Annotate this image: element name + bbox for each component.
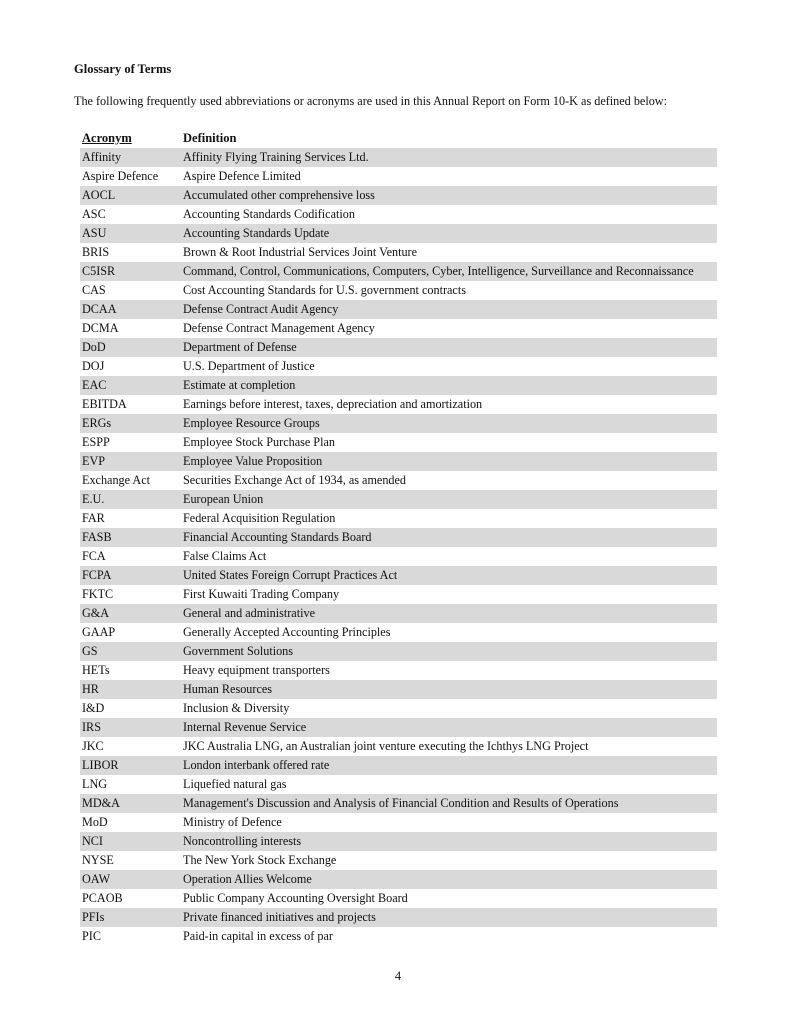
definition-cell: Paid-in capital in excess of par xyxy=(183,929,333,943)
definition-cell: General and administrative xyxy=(183,606,315,620)
definition-cell: Public Company Accounting Oversight Board xyxy=(183,891,408,905)
definition-cell: Affinity Flying Training Services Ltd. xyxy=(183,150,369,164)
acronym-cell: PFIs xyxy=(82,910,105,924)
definition-cell: Internal Revenue Service xyxy=(183,720,307,734)
acronym-cell: DCMA xyxy=(82,321,119,335)
definition-cell: Earnings before interest, taxes, depreciation and amortization xyxy=(183,397,483,411)
acronym-cell: C5ISR xyxy=(82,264,116,278)
definition-cell: Management's Discussion and Analysis of Financial Condition and Results of Operations xyxy=(183,796,619,810)
definition-cell: Accounting Standards Codification xyxy=(183,207,355,221)
acronym-cell: MoD xyxy=(82,815,108,829)
definition-cell: Accumulated other comprehensive loss xyxy=(183,188,375,202)
table-row xyxy=(80,794,717,813)
acronym-cell: FAR xyxy=(82,511,105,525)
table-row xyxy=(80,186,717,205)
table-row xyxy=(80,908,717,927)
definition-cell: Estimate at completion xyxy=(183,378,296,392)
acronym-cell: FKTC xyxy=(82,587,114,601)
glossary-table-header xyxy=(80,130,717,147)
acronym-cell: G&A xyxy=(82,606,110,620)
page-number: 4 xyxy=(394,969,402,983)
acronym-cell: IRS xyxy=(82,720,101,734)
acronym-cell: PCAOB xyxy=(82,891,123,905)
acronym-cell: PIC xyxy=(82,929,101,943)
definition-cell: Inclusion & Diversity xyxy=(183,701,290,715)
glossary-table-body xyxy=(80,148,717,946)
definition-cell: Noncontrolling interests xyxy=(183,834,302,848)
definition-cell: Human Resources xyxy=(183,682,273,696)
page-title: Glossary of Terms xyxy=(74,62,172,76)
table-row xyxy=(80,471,717,490)
acronym-cell: HR xyxy=(82,682,99,696)
acronym-cell: I&D xyxy=(82,701,105,715)
acronym-cell: E.U. xyxy=(82,492,105,506)
acronym-cell: ASC xyxy=(82,207,106,221)
acronym-cell: HETs xyxy=(82,663,110,677)
acronym-cell: LIBOR xyxy=(82,758,119,772)
acronym-cell: LNG xyxy=(82,777,108,791)
table-row xyxy=(80,224,717,243)
acronym-cell: DCAA xyxy=(82,302,117,316)
acronym-cell: ESPP xyxy=(82,435,110,449)
table-row xyxy=(80,433,717,452)
acronym-cell: EBITDA xyxy=(82,397,127,411)
table-row xyxy=(80,927,717,946)
table-row xyxy=(80,585,717,604)
table-row xyxy=(80,813,717,832)
acronym-column-header: Acronym xyxy=(82,131,132,145)
acronym-cell: NCI xyxy=(82,834,103,848)
definition-cell: Private financed initiatives and projects xyxy=(183,910,376,924)
definition-cell: Brown & Root Industrial Services Joint Venture xyxy=(183,245,418,259)
definition-cell: U.S. Department of Justice xyxy=(183,359,315,373)
table-row xyxy=(80,262,717,281)
definition-cell: Employee Value Proposition xyxy=(183,454,323,468)
table-row xyxy=(80,281,717,300)
table-row xyxy=(80,547,717,566)
table-row xyxy=(80,509,717,528)
acronym-cell: Affinity xyxy=(82,150,122,164)
acronym-cell: Exchange Act xyxy=(82,473,151,487)
definition-cell: London interbank offered rate xyxy=(183,758,330,772)
acronym-cell: OAW xyxy=(82,872,111,886)
acronym-cell: MD&A xyxy=(82,796,120,810)
table-row xyxy=(80,338,717,357)
definition-cell: Command, Control, Communications, Computers, Cyber, Intelligence, Surveillance and Reconnaissance xyxy=(183,264,694,278)
table-row xyxy=(80,243,717,262)
table-row xyxy=(80,604,717,623)
table-row xyxy=(80,452,717,471)
table-row xyxy=(80,718,717,737)
table-row xyxy=(80,889,717,908)
definition-cell: Government Solutions xyxy=(183,644,294,658)
table-row xyxy=(80,680,717,699)
table-row xyxy=(80,642,717,661)
definition-cell: Securities Exchange Act of 1934, as amended xyxy=(183,473,407,487)
definition-cell: Ministry of Defence xyxy=(183,815,282,829)
table-row xyxy=(80,167,717,186)
acronym-cell: EAC xyxy=(82,378,107,392)
acronym-cell: FCPA xyxy=(82,568,112,582)
acronym-cell: FASB xyxy=(82,530,112,544)
definition-cell: Defense Contract Management Agency xyxy=(183,321,375,335)
acronym-cell: GAAP xyxy=(82,625,116,639)
acronym-cell: BRIS xyxy=(82,245,110,259)
definition-cell: Heavy equipment transporters xyxy=(183,663,330,677)
definition-cell: United States Foreign Corrupt Practices Act xyxy=(183,568,398,582)
acronym-cell: DoD xyxy=(82,340,106,354)
table-row xyxy=(80,851,717,870)
acronym-cell: ERGs xyxy=(82,416,112,430)
definition-cell: Generally Accepted Accounting Principles xyxy=(183,625,391,639)
table-row xyxy=(80,357,717,376)
table-row xyxy=(80,661,717,680)
acronym-cell: AOCL xyxy=(82,188,116,202)
definition-cell: Defense Contract Audit Agency xyxy=(183,302,339,316)
definition-cell: Liquefied natural gas xyxy=(183,777,287,791)
table-row xyxy=(80,832,717,851)
definition-cell: Aspire Defence Limited xyxy=(183,169,301,183)
definition-cell: JKC Australia LNG, an Australian joint venture executing the Ichthys LNG Project xyxy=(183,739,589,753)
acronym-cell: FCA xyxy=(82,549,106,563)
intro-paragraph: The following frequently used abbreviations or acronyms are used in this Annual Report on Form 10-K as defined below: xyxy=(74,94,667,108)
table-row xyxy=(80,737,717,756)
definition-cell: First Kuwaiti Trading Company xyxy=(183,587,340,601)
acronym-cell: JKC xyxy=(82,739,104,753)
table-row xyxy=(80,775,717,794)
definition-cell: The New York Stock Exchange xyxy=(183,853,337,867)
acronym-cell: GS xyxy=(82,644,98,658)
table-row xyxy=(80,528,717,547)
definition-cell: Cost Accounting Standards for U.S. government contracts xyxy=(183,283,466,297)
definition-cell: Employee Stock Purchase Plan xyxy=(183,435,335,449)
table-row xyxy=(80,395,717,414)
table-row xyxy=(80,623,717,642)
definition-cell: False Claims Act xyxy=(183,549,267,563)
definition-cell: European Union xyxy=(183,492,264,506)
table-row xyxy=(80,490,717,509)
acronym-cell: NYSE xyxy=(82,853,114,867)
acronym-cell: EVP xyxy=(82,454,106,468)
table-row xyxy=(80,756,717,775)
table-row xyxy=(80,319,717,338)
table-row xyxy=(80,870,717,889)
table-row xyxy=(80,300,717,319)
definition-cell: Financial Accounting Standards Board xyxy=(183,530,372,544)
table-row xyxy=(80,205,717,224)
table-row xyxy=(80,414,717,433)
acronym-cell: DOJ xyxy=(82,359,105,373)
table-row xyxy=(80,376,717,395)
definition-cell: Accounting Standards Update xyxy=(183,226,330,240)
table-row xyxy=(80,566,717,585)
definition-cell: Operation Allies Welcome xyxy=(183,872,312,886)
definition-cell: Employee Resource Groups xyxy=(183,416,320,430)
definition-column-header: Definition xyxy=(183,131,237,145)
table-row xyxy=(80,699,717,718)
definition-cell: Federal Acquisition Regulation xyxy=(183,511,336,525)
acronym-cell: CAS xyxy=(82,283,106,297)
acronym-cell: Aspire Defence xyxy=(82,169,159,183)
definition-cell: Department of Defense xyxy=(183,340,297,354)
table-row xyxy=(80,148,717,167)
acronym-cell: ASU xyxy=(82,226,107,240)
